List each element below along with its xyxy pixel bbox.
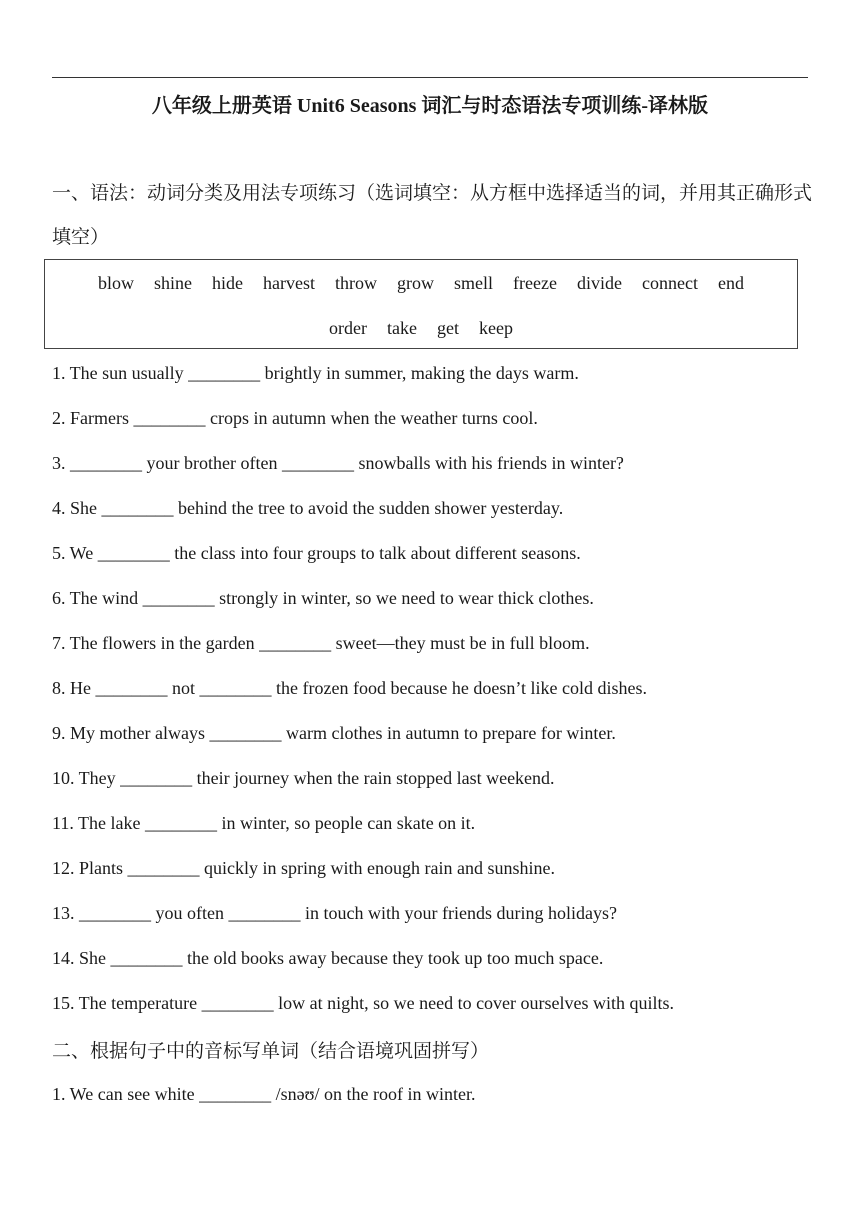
word-bank-row-2 (45, 318, 797, 339)
question-item: 4. She ________ behind the tree to avoid the sudden shower yesterday. (52, 498, 564, 518)
word-bank-item: get (436, 318, 459, 338)
document-title: 八年级上册英语 Unit6 Seasons 词汇与时态语法专项训练-译林版 (151, 95, 709, 117)
word-bank-item: grow (397, 273, 435, 293)
question-item: 15. The temperature ________ low at night, so we need to cover ourselves with quilts. (52, 993, 675, 1013)
question-item: 8. He ________ not ________ the frozen food because he doesn’t like cold dishes. (52, 678, 648, 698)
word-bank-item: throw (335, 273, 378, 293)
question-item: 7. The flowers in the garden ________ sweet—they must be in full bloom. (52, 633, 590, 653)
question-item: 12. Plants ________ quickly in spring with enough rain and sunshine. (52, 858, 555, 878)
section-two-heading: 二、根据句子中的音标写单词（结合语境巩固拼写） (52, 1040, 490, 1062)
question-item: 9. My mother always ________ warm clothes in autumn to prepare for winter. (52, 723, 616, 743)
question-item: 11. The lake ________ in winter, so people can skate on it. (52, 813, 476, 833)
question-item: 13. ________ you often ________ in touch with your friends during holidays? (52, 903, 617, 923)
word-bank-item: order (329, 318, 367, 338)
question-item: 1. The sun usually ________ brightly in summer, making the days warm. (52, 363, 579, 383)
word-bank-item: divide (576, 273, 622, 293)
word-bank-item: keep (478, 318, 513, 338)
question-item: 2. Farmers ________ crops in autumn when the weather turns cool. (52, 408, 538, 428)
word-bank-item: end (717, 273, 744, 293)
question-item: 14. She ________ the old books away because they took up too much space. (52, 948, 604, 968)
word-bank-item: shine (154, 273, 193, 293)
word-bank-row-1 (45, 273, 797, 294)
question-item: 1. We can see white ________ /snəʊ/ on the roof in winter. (52, 1084, 476, 1104)
word-bank-item: take (387, 318, 417, 338)
word-bank-item: freeze (513, 273, 557, 293)
section-one-heading: 一、语法：动词分类及用法专项练习（选词填空：从方框中选择适当的词，并用其正确形式填空） (52, 182, 813, 248)
question-item: 5. We ________ the class into four groups to talk about different seasons. (52, 543, 581, 563)
word-bank-item: smell (454, 273, 494, 293)
word-bank-item: connect (641, 273, 698, 293)
word-bank-item: hide (212, 273, 244, 293)
question-item: 6. The wind ________ strongly in winter, so we need to wear thick clothes. (52, 588, 594, 608)
word-bank-box (44, 259, 798, 349)
word-bank-item: harvest (263, 273, 316, 293)
header-rule (52, 77, 808, 78)
word-bank-item: blow (98, 273, 135, 293)
question-item: 10. They ________ their journey when the rain stopped last weekend. (52, 768, 555, 788)
question-item: 3. ________ your brother often ________ snowballs with his friends in winter? (52, 453, 624, 473)
